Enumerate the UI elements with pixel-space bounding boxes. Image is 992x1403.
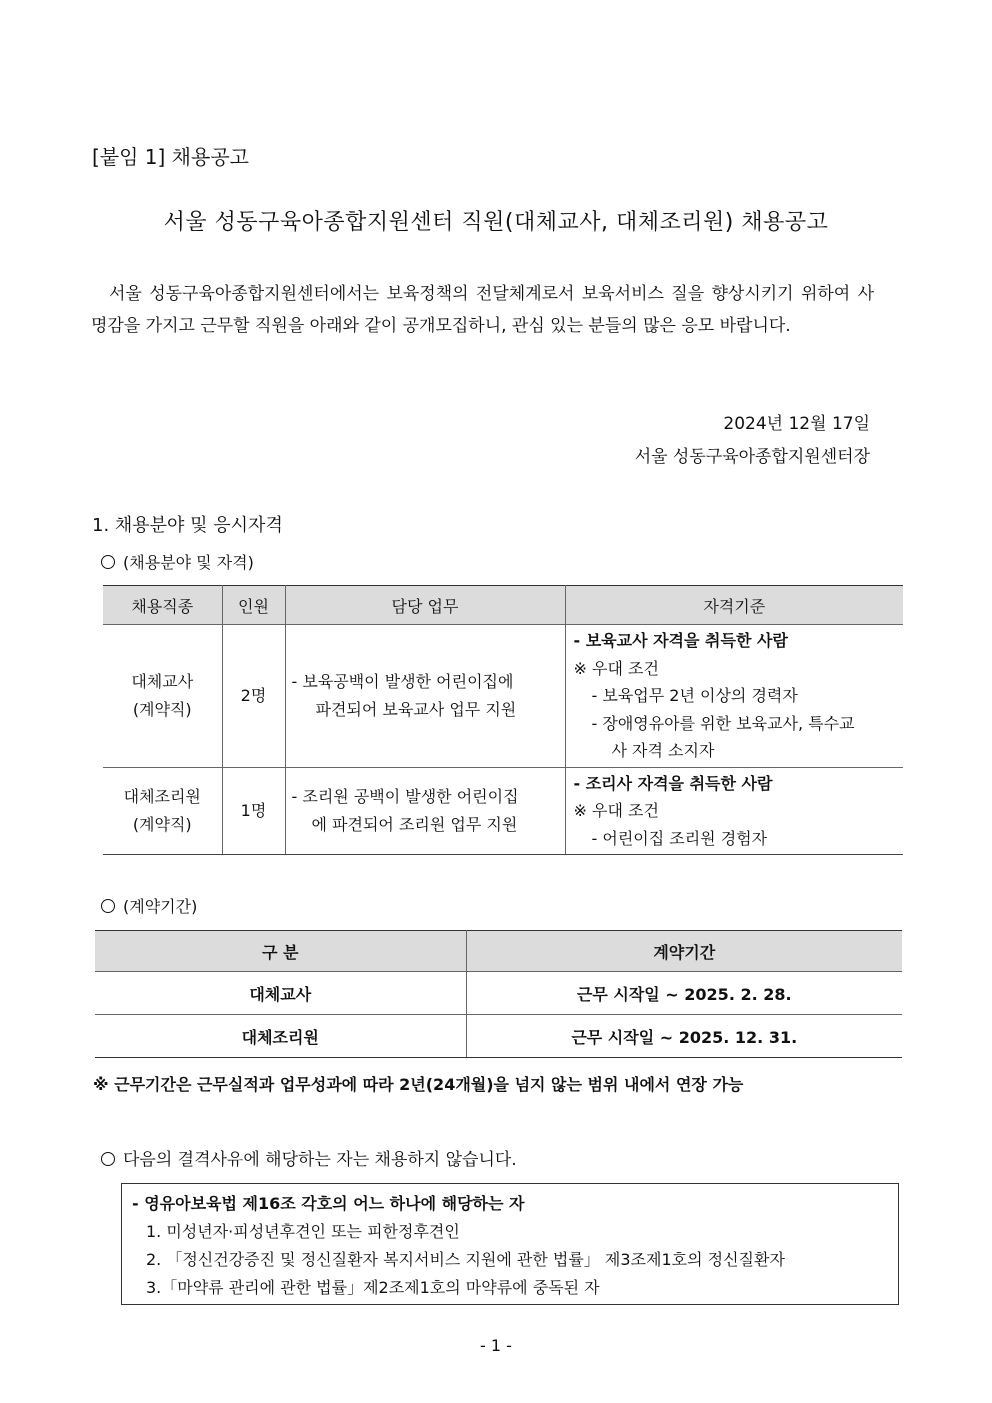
header-job: 채용직종 — [103, 586, 222, 625]
intro-text: 서울 성동구육아종합지원센터에서는 보육정책의 전달체계로서 보육서비스 질을 향상시키기 위하여 사명감을 가지고 근무할 직원을 아래와 같이 공개모집하니, 관심 있는 분들의 많은 응모 바랍니다. — [91, 284, 874, 336]
preference-item: - 장애영유아를 위한 보육교사, 특수교 — [591, 713, 855, 733]
job-cell — [103, 767, 222, 855]
table-row — [95, 1015, 902, 1058]
preference-label: ※ 우대 조건 — [573, 801, 659, 820]
table-row — [103, 625, 903, 768]
job-type: (계약직) — [132, 699, 192, 719]
list-item: 3.「마약류 관리에 관한 법률」제2조제1호의 마약류에 중독된 자 — [146, 1278, 600, 1297]
header-period: 계약기간 — [466, 931, 902, 972]
preference-label: ※ 우대 조건 — [573, 658, 659, 678]
table-row — [95, 972, 902, 1015]
circle-bullet-icon — [101, 1152, 115, 1166]
disqualification-heading-text: 다음의 결격사유에 해당하는 자는 채용하지 않습니다. — [123, 1150, 517, 1170]
circle-bullet-icon — [101, 555, 115, 569]
period-cell: 근무 시작일 ~ 2025. 2. 28. — [466, 972, 902, 1015]
duty-line: 에 파견되어 조리원 업무 지원 — [311, 814, 518, 834]
preference-item: - 어린이집 조리원 경험자 — [591, 828, 768, 848]
duty-cell — [285, 625, 565, 768]
circle-bullet-icon — [101, 899, 115, 913]
duty-line: - 보육공백이 발생한 어린이집에 — [291, 671, 514, 691]
type-cell: 대체조리원 — [95, 1015, 466, 1058]
fields-table — [103, 585, 903, 855]
duty-line: - 조리원 공백이 발생한 어린이집 — [291, 786, 519, 806]
job-cell — [103, 625, 222, 768]
period-cell: 근무 시작일 ~ 2025. 12. 31. — [466, 1015, 902, 1058]
type-cell: 대체교사 — [95, 972, 466, 1015]
header-qualification: 자격기준 — [565, 586, 903, 625]
preference-item: - 보육업무 2년 이상의 경력자 — [591, 686, 798, 705]
intro-paragraph — [91, 278, 874, 342]
count-cell: 1명 — [222, 767, 285, 855]
subsection-label: (계약기간) — [123, 897, 198, 916]
disqualification-box — [121, 1183, 899, 1305]
qualification-main: - 보육교사 자격을 취득한 사람 — [573, 631, 788, 650]
table-row — [103, 767, 903, 855]
duty-line: 파견되어 보육교사 업무 지원 — [315, 699, 517, 719]
extension-note: ※ 근무기간은 근무실적과 업무성과에 따라 2년(24개월)을 넘지 않는 범위 내에서 연장 가능 — [93, 1075, 744, 1094]
duty-cell — [285, 767, 565, 855]
page-number: - 1 - — [480, 1336, 512, 1355]
section-heading: 1. 채용분야 및 응시자격 — [92, 515, 283, 536]
preference-item-cont: 사 자격 소지자 — [611, 741, 715, 760]
table-header-row — [103, 586, 903, 625]
qualification-cell — [565, 625, 903, 768]
period-table — [95, 930, 902, 1058]
job-type: (계약직) — [132, 814, 192, 834]
header-count: 인원 — [222, 586, 285, 625]
header-type: 구 분 — [95, 931, 466, 972]
notice-date: 2024년 12월 17일 — [723, 414, 870, 434]
table-header-row — [95, 931, 902, 972]
job-name: 대체교사 — [131, 671, 194, 691]
subsection-label: (채용분야 및 자격) — [123, 553, 254, 572]
qualification-main: - 조리사 자격을 취득한 사람 — [573, 773, 773, 793]
page-title: 서울 성동구육아종합지원센터 직원(대체교사, 대체조리원) 채용공고 — [163, 210, 829, 235]
list-item: 2. 「정신건강증진 및 정신질환자 복지서비스 지원에 관한 법률」 제3조제1호의 정신질환자 — [146, 1250, 785, 1269]
attachment-label: [붙임 1] 채용공고 — [92, 145, 249, 169]
qualification-cell — [565, 767, 903, 855]
subsection-fields — [101, 550, 254, 573]
count-cell: 2명 — [222, 625, 285, 768]
header-duty: 담당 업무 — [285, 586, 565, 625]
disqualification-heading — [101, 1145, 517, 1170]
disqualification-box-header: - 영유아보육법 제16조 각호의 어느 하나에 해당하는 자 — [132, 1194, 525, 1213]
job-name: 대체조리원 — [123, 786, 201, 806]
issuer: 서울 성동구육아종합지원센터장 — [634, 447, 870, 467]
subsection-period — [101, 894, 197, 917]
list-item: 1. 미성년자·피성년후견인 또는 피한정후견인 — [146, 1222, 460, 1241]
